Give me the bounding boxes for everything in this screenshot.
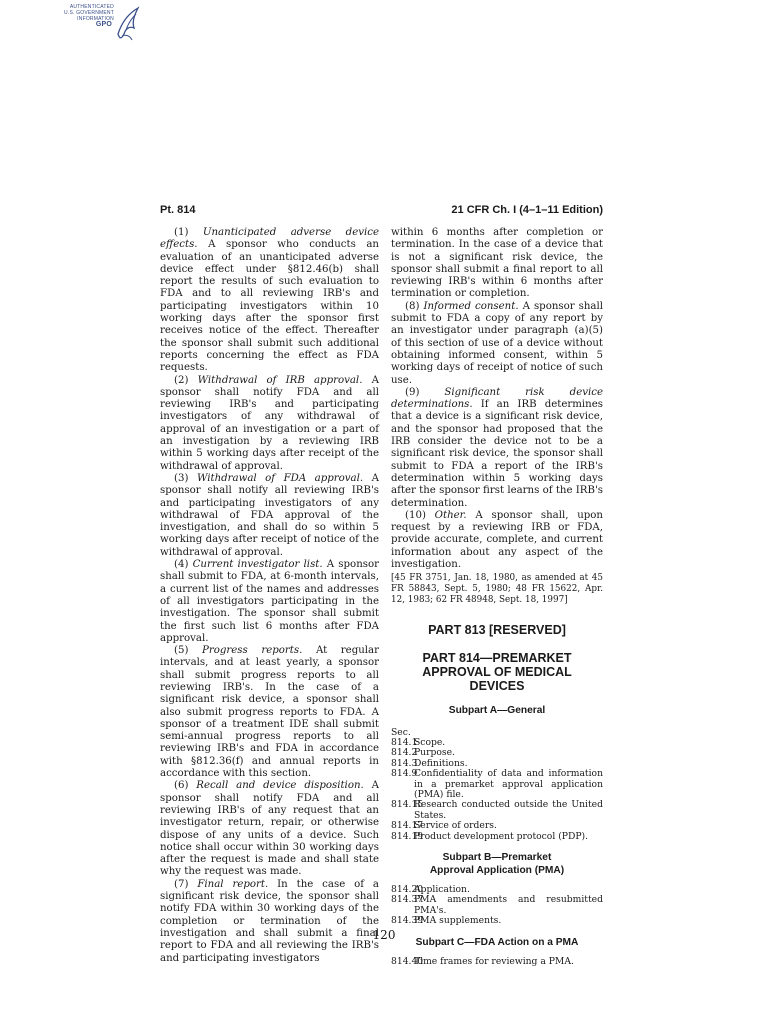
paragraph: (2) Withdrawal of IRB approval. A sponsor shall notify FDA and all reviewing IRB's and participating investigators of any withdrawal of approval of an investigation or a part of an investigation by a reviewing IRB within 5 working days after receipt of the withdrawal of approval. xyxy=(160,374,379,472)
eagle-icon xyxy=(114,4,142,44)
part-label: Pt. 814 xyxy=(160,204,196,216)
gpo-logo-mark: GPO xyxy=(95,21,112,28)
paragraph: (10) Other. A sponsor shall, upon request by a reviewing IRB or FDA, provide accurate, complete, and current information about any aspect of the investigation. xyxy=(391,509,603,571)
toc-item: 814.15 Research conducted outside the United States. xyxy=(391,799,603,821)
gpo-logo-line: INFORMATION xyxy=(77,16,114,22)
toc-item: 814.17 Service of orders. xyxy=(391,820,497,832)
running-header xyxy=(160,204,603,220)
toc-item: 814.1 Scope. xyxy=(391,737,446,748)
paragraph: (3) Withdrawal of FDA approval. A sponsor shall notify all reviewing IRB's and participating investigators of any withdrawal of FDA approval of the investigation, and shall do so within 5 working days after receipt of notice of the withdrawal of approval. xyxy=(160,472,379,558)
part-813-heading: PART 813 [RESERVED] xyxy=(428,623,566,638)
gpo-logo-line: U.S. GOVERNMENT xyxy=(64,10,114,16)
paragraph: (4) Current investigator list. A sponsor shall submit to FDA, at 6-month intervals, a current list of the names and addresses of all investigators participating in the investigation. The sponsor shall submit the first such list 6 months after FDA approval. xyxy=(160,559,379,644)
toc-item: 814.40 Time frames for reviewing a PMA. xyxy=(391,956,574,968)
left-column xyxy=(160,227,379,965)
toc-item: 814.20 Application. xyxy=(391,884,470,896)
toc-item: 814.2 Purpose. xyxy=(391,747,455,759)
paragraph: (6) Recall and device disposition. A sponsor shall notify FDA and all reviewing IRB's of any request that an investigator return, repair, or otherwise dispose of any units of a device. Such notice shall occur within 30 working days after the request is made and shall state why the request was made. xyxy=(160,780,379,878)
toc-item: 814.37 PMA amendments and resubmitted PMA's. xyxy=(391,894,603,916)
subpart-a-heading: Subpart A—General xyxy=(448,705,546,717)
section-label: Sec. xyxy=(391,726,411,738)
toc-item: 814.9 Confidentiality of data and information in a premarket approval application (PMA) file. xyxy=(391,768,603,801)
subpart-b-heading: Subpart B—Premarket Approval Application (PMA) xyxy=(429,852,565,876)
toc-subpart-c xyxy=(391,957,603,967)
subpart-c-heading: Subpart C—FDA Action on a PMA xyxy=(415,936,579,948)
paragraph: (1) Unanticipated adverse device effects. A sponsor who conducts an evaluation of an unanticipated adverse device effect under §812.46(b) shall report the results of such evaluation to FDA and to all reviewing IRB's and participating investigators within 10 working days after the sponsor first receives notice of the effect. Thereafter the sponsor shall submit such additional reports concerning the effect as FDA requests. xyxy=(160,227,379,374)
right-column xyxy=(391,227,603,968)
toc-item: 814.19 Product development protocol (PDP). xyxy=(391,830,589,842)
page-number: 120 xyxy=(372,928,396,942)
gpo-authentication-logo xyxy=(56,4,146,44)
paragraph: (8) Informed consent. A sponsor shall submit to FDA a copy of any report by an investigator under paragraph (a)(5) of this section of use of a device without obtaining informed consent, within 5 working days of receipt of notice of such use. xyxy=(391,300,604,386)
citation: [45 FR 3751, Jan. 18, 1980, as amended at 45 FR 58843, Sept. 5, 1980; 48 FR 15622, Apr. 12, 1983; 62 FR 48948, Sept. 18, 1997] xyxy=(391,573,603,605)
gpo-logo-line: AUTHENTICATED xyxy=(69,4,114,10)
toc-subpart-b xyxy=(391,885,603,927)
gpo-logo-text xyxy=(56,4,114,28)
edition-label: 21 CFR Ch. I (4–1–11 Edition) xyxy=(451,204,603,216)
part-814-heading: PART 814—PREMARKET APPROVAL OF MEDICAL DEVICES xyxy=(422,651,572,694)
paragraph: (9) Significant risk device determinations. If an IRB determines that a device is a significant risk device, and the sponsor had proposed that the IRB consider the device not to be a significant risk device, the sponsor shall submit to FDA a report of the IRB's determination within 5 working days after the sponsor first learns of the IRB's determination. xyxy=(391,386,603,509)
paragraph-continuation: within 6 months after completion or termination. In the case of a device that is not a significant risk device, the sponsor shall submit a final report to all reviewing IRB's within 6 months after termination or completion. xyxy=(391,227,603,300)
toc-item: 814.3 Definitions. xyxy=(391,757,468,769)
paragraph: (7) Final report. In the case of a significant risk device, the sponsor shall notify FDA within 30 working days of the completion or termination of the investigation and shall submit a final report to FDA and all reviewing the IRB's and participating investigators xyxy=(160,878,379,964)
toc-subpart-a xyxy=(391,738,603,842)
toc-item: 814.39 PMA supplements. xyxy=(391,915,502,927)
paragraph: (5) Progress reports. At regular intervals, and at least yearly, a sponsor shall submit progress reports to all reviewing IRB's. In the case of a significant risk device, a sponsor shall also submit progress reports to FDA. A sponsor of a treatment IDE shall submit semi-annual progress reports to all reviewing IRB's and FDA in accordance with §812.36(f) and annual reports in accordance with this section. xyxy=(160,645,379,780)
